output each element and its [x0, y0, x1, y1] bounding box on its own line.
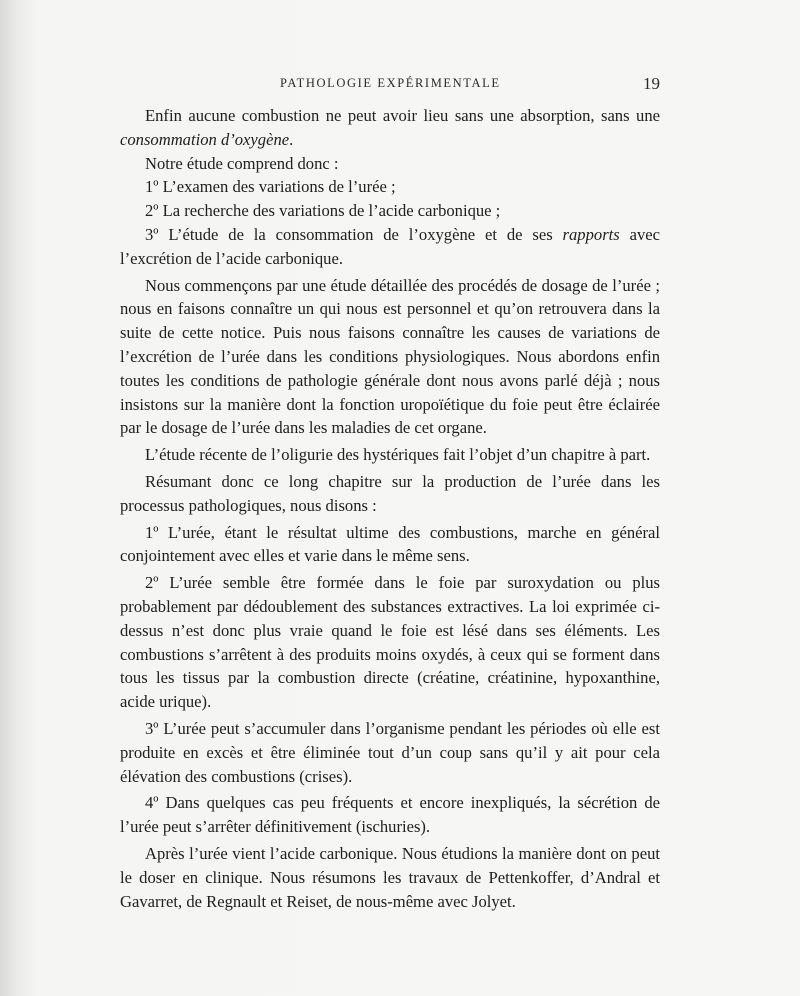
- paragraph-3: 1º L’examen des variations de l’urée ;: [145, 177, 396, 197]
- paragraph-1: [120, 104, 660, 152]
- paragraph-5: [120, 223, 660, 271]
- body-text: [120, 104, 660, 913]
- running-title: PATHOLOGIE EXPÉRIMENTALE: [280, 76, 501, 90]
- paragraph-6: Nous commençons par une étude détaillée des procédés de dosage de l’urée ; nous en faisons connaître un qui nous est personnel et qu’on retrouvera dans la suite de cette notice. Puis nous faisons connaître les causes de variations de l’excrétion de l’urée dans les conditions physiologiques. Nous abordons enfin toutes les conditions de pathologie générale dont nous avons parlé déjà ; nous insistons sur la manière dont la fonction uropoïétique du foie peut être éclairée par le dosage de l’urée dans les maladies de cet organe.: [120, 275, 660, 438]
- paragraph-10: 2º L’urée semble être formée dans le foie par suroxydation ou plus probablement par dédoublement des substances extractives. La loi exprimée ci-dessus n’est donc plus vraie quand le foie est lésé dans ses éléments. Les combustions s’arrêtent à des produits moins oxydés, à ceux qui se forment dans tous les tissus par la combustion directe (créatine, créatinine, hypoxanthine, acide urique).: [120, 573, 660, 712]
- paragraph-1-end: .: [289, 129, 294, 149]
- paragraph-1-text: Enfin aucune combustion ne peut avoir lieu sans une absorption, sans une: [145, 106, 660, 125]
- paragraph-7: L’étude récente de l’oligurie des hystériques fait l’objet d’un chapitre à part.: [145, 445, 651, 465]
- page-number: 19: [643, 74, 660, 93]
- paragraph-1-emphasis: consommation d’oxygène: [120, 129, 290, 149]
- page-header: [120, 76, 660, 98]
- paragraph-9: 1º L’urée, étant le résultat ultime des combustions, marche en général conjointement avec elles et varie dans le même sens.: [120, 522, 660, 566]
- paragraph-2: Notre étude comprend donc :: [145, 153, 339, 173]
- paragraph-5-end: avec l’excrétion de l’acide carbonique.: [120, 224, 660, 268]
- paragraph-4: 2º La recherche des variations de l’acide carbonique ;: [145, 201, 501, 221]
- paragraph-11: 3º L’urée peut s’accumuler dans l’organisme pendant les périodes où elle est produite en excès et être éliminée tout d’un coup sans qu’il y ait pour cela élévation des combustions (crises).: [120, 718, 660, 786]
- paragraph-8: Résumant donc ce long chapitre sur la production de l’urée dans les processus pathologiques, nous disons :: [120, 471, 660, 515]
- paragraph-5-emphasis: rapports: [562, 224, 620, 244]
- paragraph-12: 4º Dans quelques cas peu fréquents et encore inexpliqués, la sécrétion de l’urée peut s’arrêter définitivement (ischuries).: [120, 793, 660, 837]
- paragraph-5-text: 3º L’étude de la consommation de l’oxygène et de ses: [145, 224, 563, 244]
- paragraph-13: Après l’urée vient l’acide carbonique. Nous étudions la manière dont on peut le doser en clinique. Nous résumons les travaux de Pettenkoffer, d’Andral et Gavarret, de Regnault et Reiset, de nous-même avec Jolyet.: [120, 843, 660, 911]
